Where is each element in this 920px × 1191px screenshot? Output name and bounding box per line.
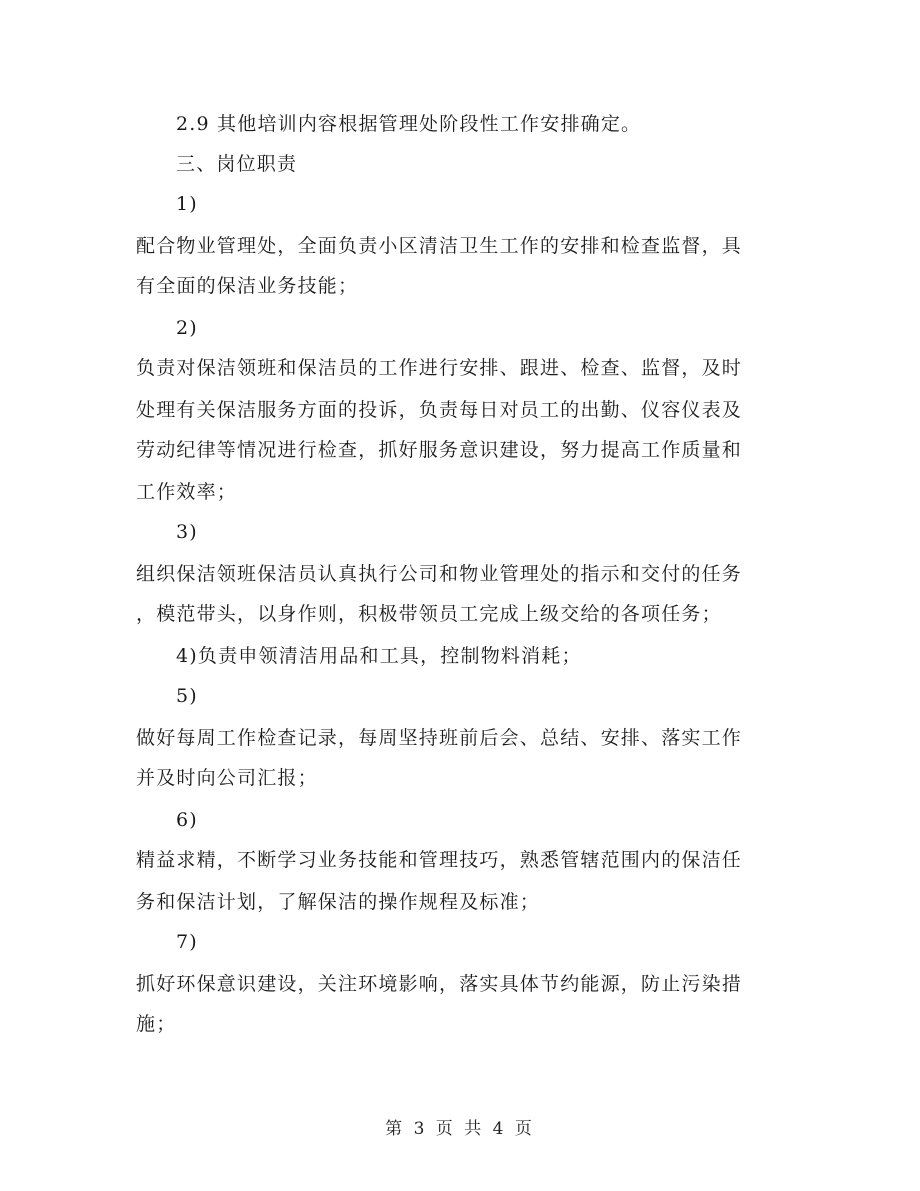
section-heading: 三、岗位职责	[176, 153, 298, 175]
paragraph-line: 并及时向公司汇报；	[136, 767, 318, 789]
item-number: 1)	[176, 193, 198, 215]
paragraph-line: 有全面的保洁业务技能；	[136, 275, 359, 297]
item-number: 6)	[176, 809, 198, 831]
item-number: 5)	[176, 685, 198, 707]
paragraph-line: ，模范带头，以身作则，积极带领员工完成上级交给的各项任务；	[136, 603, 722, 625]
paragraph-line: 负责对保洁领班和保洁员的工作进行安排、跟进、检查、监督，及时	[136, 357, 743, 379]
item-number: 2)	[176, 317, 198, 339]
paragraph-line: 组织保洁领班保洁员认真执行公司和物业管理处的指示和交付的任务	[136, 563, 743, 585]
paragraph-line: 施；	[136, 1013, 177, 1035]
item-number: 3)	[176, 521, 198, 543]
paragraph-line: 配合物业管理处，全面负责小区清洁卫生工作的安排和检查监督，具	[136, 235, 743, 257]
paragraph-line: 处理有关保洁服务方面的投诉，负责每日对员工的出勤、仪容仪表及	[136, 399, 743, 421]
paragraph-line: 做好每周工作检查记录，每周坚持班前后会、总结、安排、落实工作	[136, 727, 743, 749]
item-number: 7)	[176, 931, 198, 953]
page-number-footer: 第 3 页 共 4 页	[385, 1119, 535, 1139]
paragraph-line: 务和保洁计划，了解保洁的操作规程及标准；	[136, 891, 541, 913]
paragraph-line: 精益求精，不断学习业务技能和管理技巧，熟悉管辖范围内的保洁任	[136, 849, 743, 871]
paragraph-line: 4)负责申领清洁用品和工具，控制物料消耗；	[176, 645, 582, 667]
paragraph-line: 2.9 其他培训内容根据管理处阶段性工作安排确定。	[176, 113, 642, 135]
paragraph-line: 劳动纪律等情况进行检查，抓好服务意识建设，努力提高工作质量和	[136, 439, 743, 461]
paragraph-line: 工作效率；	[136, 481, 238, 503]
paragraph-line: 抓好环保意识建设，关注环境影响，落实具体节约能源，防止污染措	[136, 973, 743, 995]
